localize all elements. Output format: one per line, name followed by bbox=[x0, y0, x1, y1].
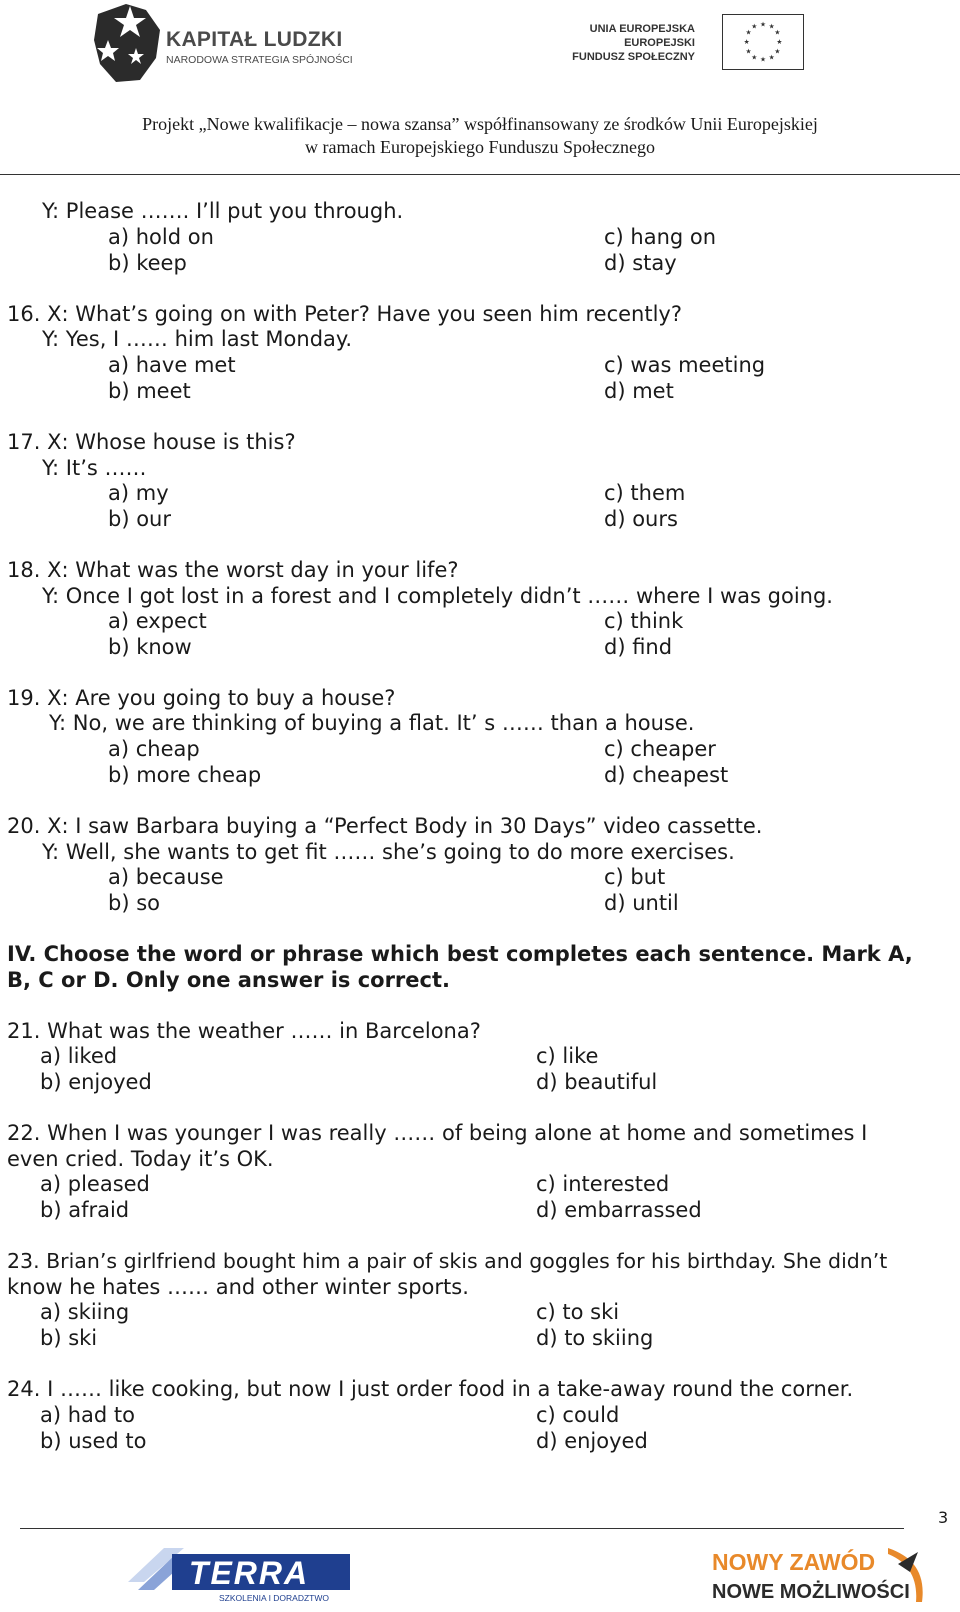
q15-y-text: Y: Please ……. bbox=[42, 199, 190, 223]
q22-option-c: c) interested bbox=[536, 1172, 670, 1196]
svg-text:★: ★ bbox=[751, 53, 758, 62]
q19-question: 19. X: Are you going to buy a house? bbox=[7, 686, 396, 710]
q24-option-a: a) had to bbox=[40, 1403, 136, 1427]
page-number: 3 bbox=[938, 1508, 949, 1527]
q20-option-a: a) because bbox=[108, 865, 224, 889]
project-line-1: Projekt „Nowe kwalifikacje – nowa szansa” współfinansowany ze środków Unii Europejskiej bbox=[142, 114, 818, 134]
q16-question: 16. X: What’s going on with Peter? Have you seen him recently? bbox=[7, 302, 683, 326]
svg-text:★: ★ bbox=[751, 22, 758, 31]
q24-option-d: d) enjoyed bbox=[536, 1429, 648, 1453]
svg-text:★: ★ bbox=[774, 47, 781, 56]
svg-text:★: ★ bbox=[768, 53, 775, 62]
kapital-ludzki-logo bbox=[86, 0, 168, 84]
q23-option-c: c) to ski bbox=[536, 1300, 620, 1324]
svg-text:★: ★ bbox=[759, 20, 767, 29]
q22-option-a: a) pleased bbox=[40, 1172, 150, 1196]
project-line-2: w ramach Europejskiego Funduszu Społecznego bbox=[305, 137, 655, 157]
q24-question: 24. I …… like cooking, but now I just order food in a take-away round the corner. bbox=[7, 1377, 854, 1401]
header-divider bbox=[0, 174, 960, 175]
q21-question: 21. What was the weather …… in Barcelona? bbox=[7, 1019, 481, 1043]
q16-option-c: c) was meeting bbox=[604, 353, 766, 377]
q18-option-d: d) find bbox=[604, 635, 673, 659]
nowy-zawod-logo bbox=[712, 1542, 942, 1606]
q17-option-c: c) them bbox=[604, 481, 686, 505]
q18-option-c: c) think bbox=[604, 609, 684, 633]
q22-question-line-1: 22. When I was younger I was really …… of being alone at home and sometimes I bbox=[7, 1121, 868, 1145]
eu-line-1: UNIA EUROPEJSKA bbox=[589, 23, 695, 35]
q17-y-line: Y: It’s …… bbox=[42, 456, 147, 480]
q23-option-a: a) skiing bbox=[40, 1300, 130, 1324]
q17-option-d: d) ours bbox=[604, 507, 678, 531]
q15-option-b: b) keep bbox=[108, 251, 187, 275]
q19-y-line: Y: No, we are thinking of buying a flat. It’ s …… than a house. bbox=[49, 711, 695, 735]
kapital-ludzki-title: KAPITAŁ LUDZKI bbox=[166, 28, 343, 51]
q16-option-d: d) met bbox=[604, 379, 674, 403]
eu-line-3: FUNDUSZ SPOŁECZNY bbox=[572, 51, 695, 63]
q16-option-a: a) have met bbox=[108, 353, 236, 377]
svg-text:★: ★ bbox=[759, 55, 767, 64]
svg-text:★: ★ bbox=[776, 37, 783, 46]
q17-option-a: a) my bbox=[108, 481, 169, 505]
q23-question-line-2: know he hates …… and other winter sports. bbox=[7, 1275, 469, 1299]
q15-y-tail: I’ll put you through. bbox=[189, 199, 404, 223]
q23-option-b: b) ski bbox=[40, 1326, 98, 1350]
q19-option-c: c) cheaper bbox=[604, 737, 716, 761]
q20-option-b: b) so bbox=[108, 891, 160, 915]
q19-option-a: a) cheap bbox=[108, 737, 200, 761]
q24-option-c: c) could bbox=[536, 1403, 620, 1427]
q21-option-b: b) enjoyed bbox=[40, 1070, 152, 1094]
q19-option-b: b) more cheap bbox=[108, 763, 262, 787]
q22-question-line-2: even cried. Today it’s OK. bbox=[7, 1147, 274, 1171]
q21-option-a: a) liked bbox=[40, 1044, 118, 1068]
q20-option-d: d) until bbox=[604, 891, 679, 915]
eu-line-2: EUROPEJSKI bbox=[624, 37, 695, 49]
terra-subtitle: SZKOLENIA I DORADZTWO bbox=[218, 1593, 330, 1603]
eu-text-block bbox=[572, 22, 695, 64]
q20-y-line: Y: Well, she wants to get fit …… she’s going to do more exercises. bbox=[42, 840, 735, 864]
q18-y-line: Y: Once I got lost in a forest and I completely didn’t …… where I was going. bbox=[42, 584, 833, 608]
nz-line-2: NOWE MOŻLIWOŚCI bbox=[712, 1581, 910, 1603]
q15-option-c: c) hang on bbox=[604, 225, 717, 249]
q18-option-b: b) know bbox=[108, 635, 192, 659]
svg-text:★: ★ bbox=[743, 37, 750, 46]
q22-option-b: b) afraid bbox=[40, 1198, 130, 1222]
q20-question: 20. X: I saw Barbara buying a “Perfect Body in 30 Days” video cassette. bbox=[7, 814, 763, 838]
q17-question: 17. X: Whose house is this? bbox=[7, 430, 296, 454]
svg-text:★: ★ bbox=[768, 22, 775, 31]
q16-option-b: b) meet bbox=[108, 379, 191, 403]
q15-option-d: d) stay bbox=[604, 251, 677, 275]
q23-question-line-1: 23. Brian’s girlfriend bought him a pair of skis and goggles for his birthday. She didn’t bbox=[7, 1249, 888, 1273]
q23-option-d: d) to skiing bbox=[536, 1326, 654, 1350]
q18-option-a: a) expect bbox=[108, 609, 207, 633]
terra-name: TERRA bbox=[188, 1555, 310, 1591]
nz-line-1: NOWY ZAWÓD bbox=[712, 1549, 876, 1575]
footer-divider bbox=[20, 1528, 904, 1529]
section-4-heading-line-1: IV. Choose the word or phrase which best completes each sentence. Mark A, bbox=[7, 942, 913, 966]
q19-option-d: d) cheapest bbox=[604, 763, 729, 787]
svg-text:★: ★ bbox=[745, 28, 752, 37]
q15-y-line bbox=[42, 198, 403, 224]
q16-y-line: Y: Yes, I …… him last Monday. bbox=[42, 327, 352, 351]
eu-flag-icon bbox=[722, 14, 804, 70]
q21-option-d: d) beautiful bbox=[536, 1070, 658, 1094]
svg-text:★: ★ bbox=[745, 47, 752, 56]
q18-question: 18. X: What was the worst day in your life? bbox=[7, 558, 459, 582]
q15-option-a: a) hold on bbox=[108, 225, 214, 249]
q21-option-c: c) like bbox=[536, 1044, 599, 1068]
q22-option-d: d) embarrassed bbox=[536, 1198, 702, 1222]
section-4-heading-line-2: B, C or D. Only one answer is correct. bbox=[7, 968, 450, 992]
q17-option-b: b) our bbox=[108, 507, 171, 531]
q20-option-c: c) but bbox=[604, 865, 666, 889]
q24-option-b: b) used to bbox=[40, 1429, 147, 1453]
kapital-ludzki-subtitle: NARODOWA STRATEGIA SPÓJNOŚCI bbox=[166, 54, 353, 66]
svg-text:★: ★ bbox=[774, 28, 781, 37]
terra-logo bbox=[124, 1542, 350, 1604]
